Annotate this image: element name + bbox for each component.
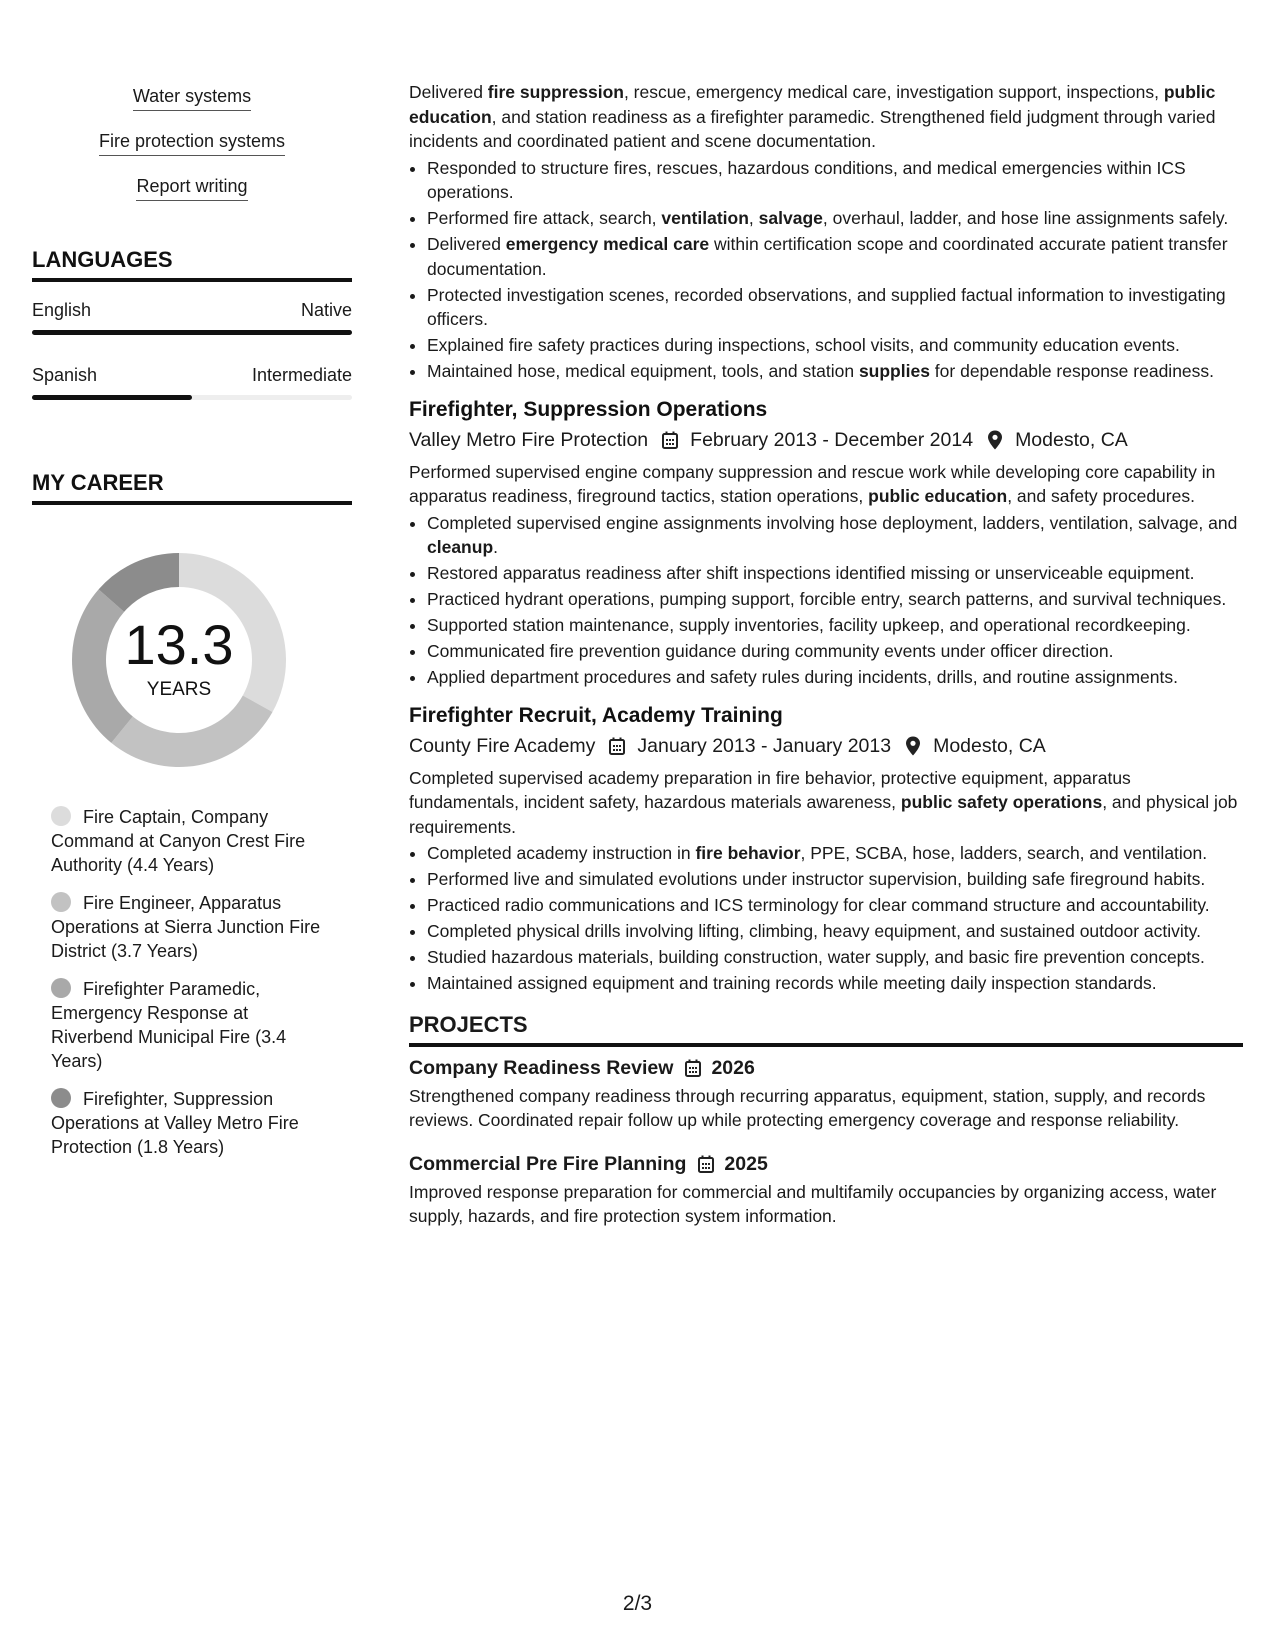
language-proficiency-fill	[32, 395, 192, 400]
project-year: 2026	[711, 1056, 755, 1079]
language-level: Intermediate	[251, 365, 352, 385]
job-bullets	[409, 841, 1243, 996]
calendar-icon	[609, 736, 627, 756]
legend-swatch	[51, 892, 71, 912]
job-summary: Delivered fire suppression, rescue, emergency medical care, investigation support, inspections, public education, and station readiness as a firefighter paramedic. Strengthened field judgment through varied incidents and coordinated patient and scene documentation.	[409, 82, 1216, 151]
project-title: Commercial Pre Fire Planning	[409, 1152, 687, 1175]
job-bullet: • Responded to structure fires, rescues, hazardous conditions, and medical emergencies within ICS operations.	[427, 156, 1243, 205]
job-meta	[409, 735, 1243, 758]
job-bullet: • Restored apparatus readiness after shift inspections identified missing or unserviceable equipment.	[427, 561, 1243, 586]
career-legend-item	[51, 1087, 321, 1159]
project-description: Strengthened company readiness through recurring apparatus, equipment, station, supply, and records reviews. Coordinated repair follow up while protecting emergency coverage and response reliability.	[409, 1085, 1206, 1130]
job-bullet: • Protected investigation scenes, recorded observations, and supplied factual information to investigating officers.	[427, 283, 1243, 332]
calendar-icon	[685, 1058, 703, 1078]
projects-heading: PROJECTS	[409, 1012, 1243, 1047]
legend-label: Firefighter, Suppression Operations at Valley Metro Fire Protection (1.8 Years)	[51, 1089, 299, 1157]
job-bullet: • Studied hazardous materials, building construction, water supply, and basic fire prevention concepts.	[427, 945, 1243, 970]
job-bullet: • Practiced hydrant operations, pumping support, forcible entry, search patterns, and survival techniques.	[427, 587, 1243, 612]
career-legend	[51, 805, 321, 1159]
job-dates: February 2013 - December 2014	[690, 428, 974, 451]
job-bullet: • Maintained hose, medical equipment, tools, and station supplies for dependable response readiness.	[427, 359, 1243, 384]
job-company: Valley Metro Fire Protection	[409, 428, 649, 451]
language-level: Native	[300, 300, 352, 320]
language-proficiency-fill	[32, 330, 352, 335]
job-bullet: • Performed live and simulated evolutions under instructor supervision, building safe fireground habits.	[427, 867, 1243, 892]
skill-tag: Water systems	[133, 84, 251, 111]
job-bullet: • Completed physical drills involving lifting, climbing, heavy equipment, and sustained outdoor activity.	[427, 919, 1243, 944]
career-total-years: 13.3	[124, 613, 234, 676]
job-bullets	[409, 511, 1243, 690]
language-name: Spanish	[32, 365, 98, 385]
skills-list	[32, 84, 352, 219]
job-summary: Performed supervised engine company suppression and rescue work while developing core capability in apparatus readiness, fireground tactics, station operations, public education, and safety procedures.	[409, 461, 1216, 506]
calendar-icon	[698, 1154, 716, 1174]
job-bullet: • Delivered emergency medical care within certification scope and coordinated accurate patient transfer documentation.	[427, 232, 1243, 281]
language-proficiency-bar	[32, 395, 352, 400]
career-legend-item	[51, 977, 321, 1073]
job-bullet: • Applied department procedures and safety rules during incidents, drills, and routine assignments.	[427, 665, 1243, 690]
job-bullet: • Explained fire safety practices during inspections, school visits, and community education events.	[427, 333, 1243, 358]
language-item	[32, 365, 352, 400]
languages-heading: LANGUAGES	[32, 247, 352, 282]
job-location: Modesto, CA	[1015, 428, 1128, 451]
project-title-row	[409, 1057, 1243, 1080]
project-description: Improved response preparation for commercial and multifamily occupancies by organizing access, water supply, hazards, and fire protection system information.	[409, 1181, 1217, 1226]
legend-swatch	[51, 806, 71, 826]
career-donut-chart	[66, 547, 292, 773]
page-number: 2/3	[622, 1592, 653, 1615]
job-bullet: • Performed fire attack, search, ventilation, salvage, overhaul, ladder, and hose line assignments safely.	[427, 206, 1243, 231]
language-item	[32, 300, 352, 335]
legend-swatch	[51, 978, 71, 998]
job-title: Firefighter Recruit, Academy Training	[409, 703, 783, 727]
job-bullet: • Completed academy instruction in fire behavior, PPE, SCBA, hose, ladders, search, and ventilation.	[427, 841, 1243, 866]
legend-label: Firefighter Paramedic, Emergency Response at Riverbend Municipal Fire (3.4 Years)	[51, 979, 287, 1071]
sidebar	[32, 84, 352, 1173]
job-summary: Completed supervised academy preparation in fire behavior, protective equipment, apparatus fundamentals, incident safety, hazardous materials awareness, public safety operations, and physical job requirements.	[409, 767, 1238, 837]
project-title-row	[409, 1153, 1243, 1176]
career-years-unit: YEARS	[146, 679, 212, 700]
map-pin-icon	[905, 736, 923, 756]
career-legend-item	[51, 891, 321, 963]
job-title: Firefighter, Suppression Operations	[409, 397, 768, 421]
job-bullet: • Maintained assigned equipment and training records while meeting daily inspection standards.	[427, 971, 1243, 996]
skill-tag: Fire protection systems	[99, 129, 285, 156]
main-content	[409, 80, 1243, 1249]
calendar-icon	[662, 430, 680, 450]
skill-tag: Report writing	[136, 174, 247, 201]
job-meta	[409, 429, 1243, 452]
career-legend-item	[51, 805, 321, 877]
job-company: County Fire Academy	[409, 734, 596, 757]
project-title: Company Readiness Review	[409, 1056, 674, 1079]
job-dates: January 2013 - January 2013	[637, 734, 892, 757]
career-heading: MY CAREER	[32, 470, 352, 505]
project-year: 2025	[724, 1152, 768, 1175]
job-bullets	[409, 156, 1243, 384]
job-bullet: • Communicated fire prevention guidance during community events under officer direction.	[427, 639, 1243, 664]
language-name: English	[32, 300, 92, 320]
job-bullet: • Practiced radio communications and ICS terminology for clear command structure and accountability.	[427, 893, 1243, 918]
language-proficiency-bar	[32, 330, 352, 335]
legend-label: Fire Engineer, Apparatus Operations at Sierra Junction Fire District (3.7 Years)	[51, 893, 321, 961]
job-bullet: • Supported station maintenance, supply inventories, facility upkeep, and operational recordkeeping.	[427, 613, 1243, 638]
job-location: Modesto, CA	[933, 734, 1046, 757]
map-pin-icon	[987, 430, 1005, 450]
legend-swatch	[51, 1088, 71, 1108]
job-bullet: • Completed supervised engine assignments involving hose deployment, ladders, ventilation, salvage, and cleanup.	[427, 511, 1243, 560]
legend-label: Fire Captain, Company Command at Canyon Crest Fire Authority (4.4 Years)	[51, 807, 306, 875]
